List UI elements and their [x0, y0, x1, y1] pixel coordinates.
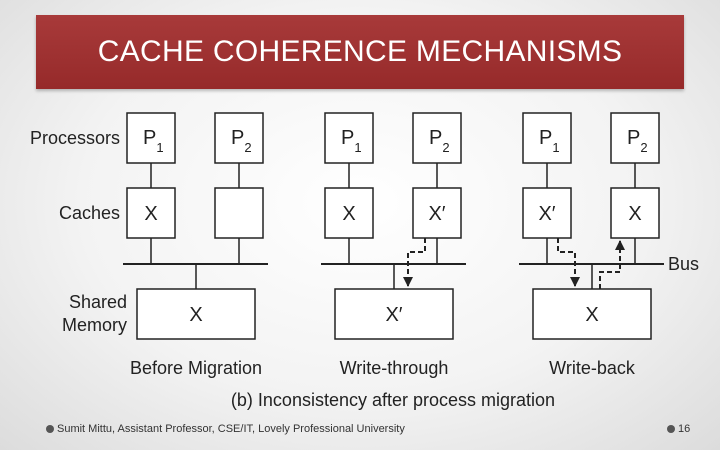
cache-value-1: X — [342, 203, 356, 225]
panel-caption: Before Migration — [129, 358, 263, 378]
row-label-caches: Caches — [58, 203, 120, 223]
memory-value: X — [585, 304, 599, 326]
panel-write-through — [321, 113, 466, 378]
cache-value-2: X — [628, 203, 642, 225]
slide-title: CACHE COHERENCE MECHANISMS — [97, 35, 623, 68]
panel-write-back — [519, 113, 664, 378]
processor-p2-label: $P_2$ — [231, 127, 252, 155]
write-through-arrow — [408, 238, 425, 286]
page-number: 16 — [678, 423, 691, 435]
memory-value: X — [189, 304, 203, 326]
row-label-processors: Processors — [29, 128, 120, 148]
processor-p2-label: $P_2$ — [429, 127, 450, 155]
memory-value: X′ — [385, 304, 403, 326]
footer-credit: Sumit Mittu, Assistant Professor, CSE/IT, Lovely Professional University — [57, 423, 405, 435]
processor-p1-label: $P_1$ — [539, 127, 560, 155]
panel-caption: Write-back — [549, 358, 635, 378]
page-bullet-icon — [667, 425, 675, 433]
panel-before-migration — [123, 113, 268, 378]
write-back-down-arrow — [558, 238, 575, 286]
cache-value-1: X — [144, 203, 158, 225]
cache-box-2 — [215, 188, 263, 238]
processor-p2-label: $P_2$ — [627, 127, 648, 155]
row-label-memory: Memory — [61, 315, 127, 335]
diagram-subtitle: (b) Inconsistency after process migration — [230, 390, 556, 410]
processor-p1-label: $P_1$ — [341, 127, 362, 155]
processor-p1-label: $P_1$ — [143, 127, 164, 155]
panel-caption: Write-through — [339, 358, 449, 378]
footer-bullet-icon — [46, 425, 54, 433]
row-label-shared: Shared — [68, 292, 127, 312]
cache-value-2: X′ — [428, 203, 446, 225]
row-label-bus: Bus — [668, 254, 700, 274]
cache-value-1: X′ — [538, 203, 556, 225]
